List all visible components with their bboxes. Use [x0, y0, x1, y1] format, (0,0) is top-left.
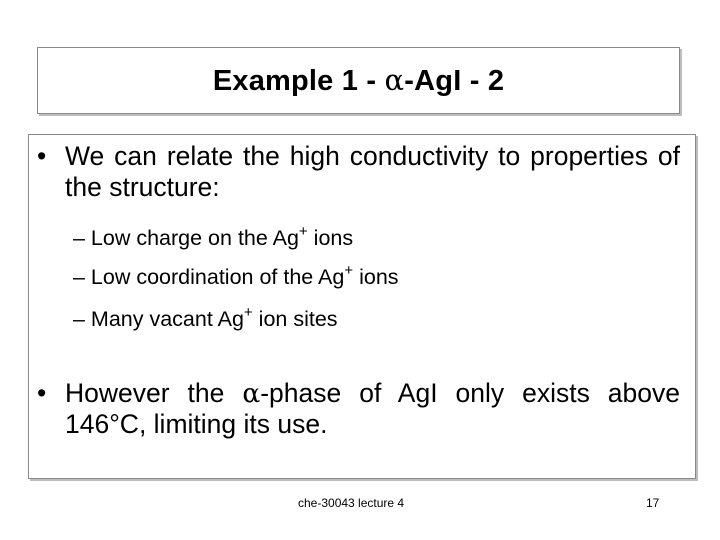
content-box [28, 134, 696, 479]
footer-course: che-30043 lecture 4 [298, 496, 405, 510]
bullet-text-after: -phase of AgI only exists above 146°C, limiting its use. [65, 378, 680, 439]
bullet-marker: • [37, 378, 47, 408]
sub-item [73, 303, 338, 332]
bullet-item [37, 378, 680, 440]
bullet-text: We can relate the high conductivity to properties of the structure: [65, 141, 680, 202]
title-box [37, 47, 680, 114]
bullet-item [37, 141, 680, 203]
sub-item-text: – Low charge on the Ag [73, 226, 299, 250]
sub-item-text: ions [353, 265, 399, 289]
title-suffix: -AgI - 2 [404, 65, 505, 97]
sub-item-text: ions [307, 226, 354, 250]
title-prefix: Example 1 - [212, 65, 385, 97]
bullet-text [65, 378, 680, 440]
page-number: 17 [646, 496, 660, 510]
sub-item [73, 222, 354, 251]
alpha-symbol: α [242, 378, 261, 409]
sub-item-text: – Low coordination of the Ag [73, 265, 345, 289]
sub-item-text: – Many vacant Ag [73, 307, 244, 331]
bullet-text-before: However the [65, 378, 243, 408]
superscript-plus: + [344, 261, 354, 279]
sub-item [73, 261, 399, 290]
alpha-symbol: α [384, 63, 405, 97]
bullet-marker: • [37, 141, 47, 171]
superscript-plus: + [243, 303, 253, 321]
sub-item-text: ion sites [252, 307, 338, 331]
superscript-plus: + [298, 222, 308, 240]
slide-title [213, 63, 504, 98]
